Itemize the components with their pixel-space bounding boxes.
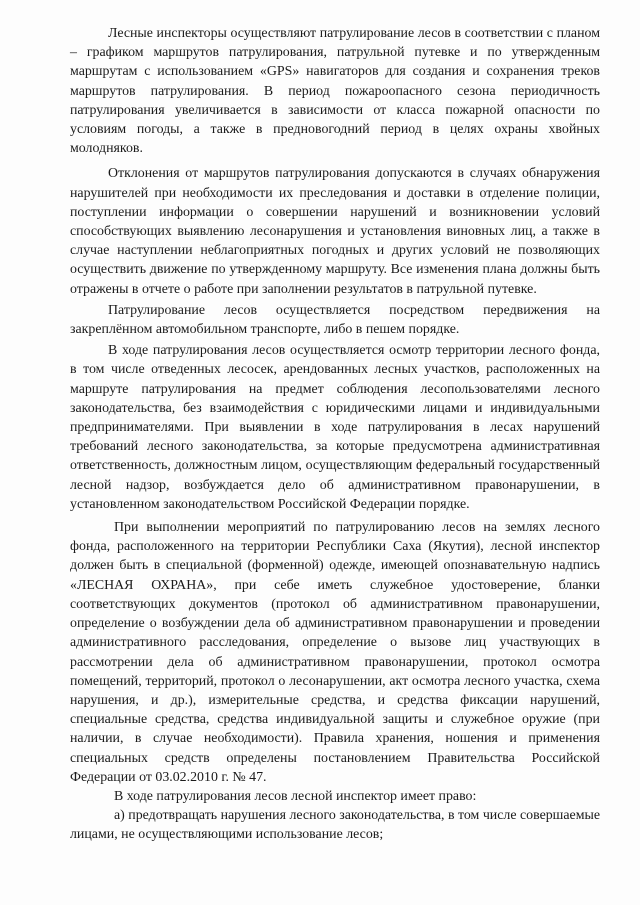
paragraph-route-deviations: Отклонения от маршрутов патрулирования допускаются в случаях обнаружения нарушителей при необходимости их преследования и доставки в отделение полиции, поступлении информации о совершении нарушений и возникновении условий способствующих выявлению лесонарушения и установления виновных лиц, а также в случае наступлении неблагоприятных погодных и других условий не позволяющих осуществить движение по утвержденному маршруту. Все изменения плана должны быть отражены в отчете о работе при заполнении результатов в патрульной путевке. — [70, 166, 600, 297]
document-body — [70, 24, 600, 845]
paragraph-inspection: В ходе патрулирования лесов осуществляется осмотр территории лесного фонда, в том числе отведенных лесосек, арендованных лесных участков, расположенных на маршруте патрулирования на предмет соблюдения лесопользователями лесного законодательства, без взаимодействия с юридическими лицами и индивидуальными предпринимателями. При выявлении в ходе патрулирования в лесах нарушений требований лесного законодательства, за которые предусмотрена административная ответственность, должностным лицом, осуществляющим федеральный государственный лесной надзор, возбуждается дело об административном правонарушении, в установленном законодательством Российской Федерации порядке. — [70, 343, 600, 512]
paragraph-equipment: При выполнении мероприятий по патрулированию лесов на землях лесного фонда, расположенного на территории Республики Саха (Якутия), лесной инспектор должен быть в специальной (форменной) одежде, имеющей опознавательную надпись «ЛЕСНАЯ ОХРАНА», при себе иметь служебное удостоверение, бланки соответствующих документов (протокол об административном правонарушении, определение о возбуждении дела об административном правонарушении и проведении административного расследования, определение о вызове лиц участвующих в рассмотрении дела об административном правонарушении, протокол осмотра помещений, территорий, протокол о лесонарушении, акт осмотра лесного участка, схема нарушения, и др.), измерительные средства, и средства фиксации нарушений, специальные средства, средства индивидуальной защиты и служебное оружие (при наличии, в случае необходимости). Правила хранения, ношения и применения специальных средств определены постановлением Правительства Российской Федерации от 03.02.2010 г. № 47. — [70, 520, 600, 785]
paragraph-patrol-schedule: Лесные инспекторы осуществляют патрулирование лесов в соответствии с планом – графиком маршрутов патрулирования, патрульной путевке и по утвержденным маршрутам с использованием «GPS» навигаторов для создания и сохранения треков маршрутов патрулирования. В период пожароопасного сезона периодичность патрулирования увеличивается в зависимости от класса пожарной опасности по условиям погоды, а также в предновогодний период в целях охраны хвойных молодняков. — [70, 26, 600, 157]
paragraph-transport: Патрулирование лесов осуществляется посредством передвижения на закреплённом автомобильном транспорте, либо в пешем порядке. — [70, 302, 600, 338]
paragraph-right-a: а) предотвращать нарушения лесного законодательства, в том числе совершаемые лицами, не осуществляющими использование лесов; — [70, 808, 600, 843]
paragraph-rights-intro: В ходе патрулирования лесов лесной инспектор имеет право: — [114, 788, 477, 804]
